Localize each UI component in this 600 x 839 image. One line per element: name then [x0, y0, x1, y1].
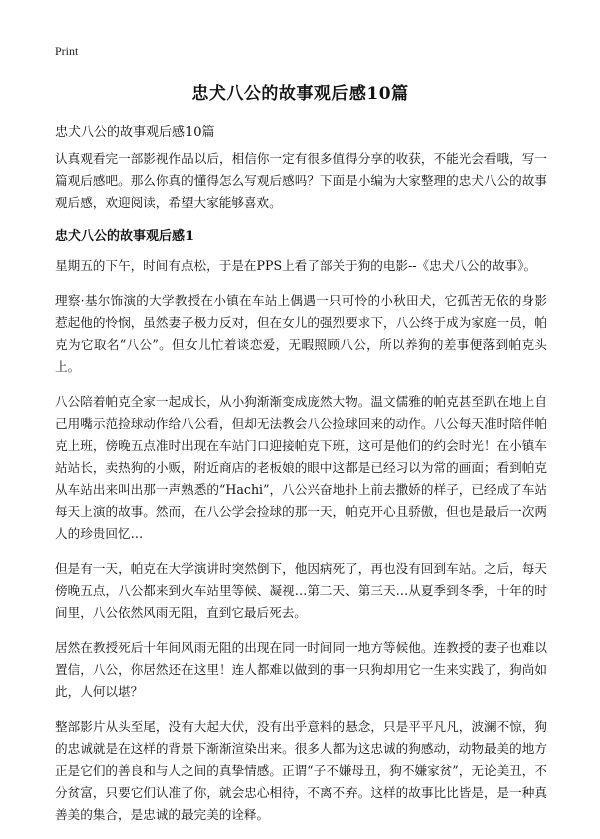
intro-paragraph: 认真观看完一部影视作品以后，相信你一定有很多值得分享的收获，不能光会看哦，写一篇观后感吧。那么你真的懂得怎么写观后感吗？下面是小编为大家整理的忠犬八公的故事观后感，欢迎阅读，希望大家能够喜欢。 — [55, 151, 547, 210]
body-paragraph: 理察·基尔饰演的大学教授在小镇在车站上偶遇一只可怜的小秋田犬，它孤苦无依的身影惹起他的怜悯，虽然妻子极力反对，但在女儿的强烈要求下，八公终于成为家庭一员，帕克为它取名“八公”。但女儿忙着谈恋爱，无暇照顾八公，所以养狗的差事便落到帕克头上。 — [55, 293, 547, 374]
article-body — [55, 148, 547, 839]
body-paragraph: 整部影片从头至尾，没有大起大伏，没有出乎意料的悬念，只是平平凡凡，波澜不惊，狗的忠诚就是在这样的背景下渐渐渲染出来。很多人都为这忠诚的狗感动，动物最美的地方正是它们的善良和与人之间的真挚情感。正谓“子不嫌母丑，狗不嫌家贫”，无论美丑，不分贫富，只要它们认准了你，就会忠心相待，不离不弃。这样的故事比比皆是，是一种真善美的集合，是忠诚的最完美的诠释。 — [55, 719, 547, 822]
section-heading: 忠犬八公的故事观后感1 — [55, 229, 195, 244]
body-paragraph: 八公陪着帕克全家一起成长，从小狗渐渐变成庞然大物。温文儒雅的帕克甚至趴在地上自己用嘴示范捡球动作给八公看，但却无法教会八公捡球回来的动作。八公每天准时陪伴帕克上班，傍晚五点准时出现在车站门口迎接帕克下班，这可是他们的约会时光！在小镇车站站长，卖热狗的小贩，附近商店的老板娘的眼中这都是已经习以为常的画面；看到帕克从车站出来叫出那一声熟悉的“Hachi”，八公兴奋地扑上前去撒娇的样子，已经成了车站每天上演的故事。然而，在八公学会捡球的那一天，帕克开心且骄傲，但也是最后一次两人的珍贵回忆… — [55, 394, 547, 541]
body-paragraph: 星期五的下午，时间有点松，于是在PPS上看了部关于狗的电影--《忠犬八公的故事》。 — [55, 258, 537, 273]
document-subtitle: 忠犬八公的故事观后感10篇 — [55, 125, 215, 140]
document-title: 忠犬八公的故事观后感10篇 — [191, 84, 409, 104]
print-link[interactable]: Print — [55, 44, 79, 58]
body-paragraph: 居然在教授死后十年间风雨无阻的出现在同一时间同一地方等候他。连教授的妻子也难以置信，八公，你居然还在这里！连人都难以做到的事一只狗却用它一生来实践了，狗尚如此，人何以堪？ — [55, 640, 547, 699]
body-paragraph: 但是有一天，帕克在大学演讲时突然倒下，他因病死了，再也没有回到车站。之后，每天傍晚五点，八公都来到火车站里等候、凝视…第二天、第三天…从夏季到冬季，十年的时间里，八公依然风雨无阻，直到它最后死去。 — [55, 561, 547, 620]
